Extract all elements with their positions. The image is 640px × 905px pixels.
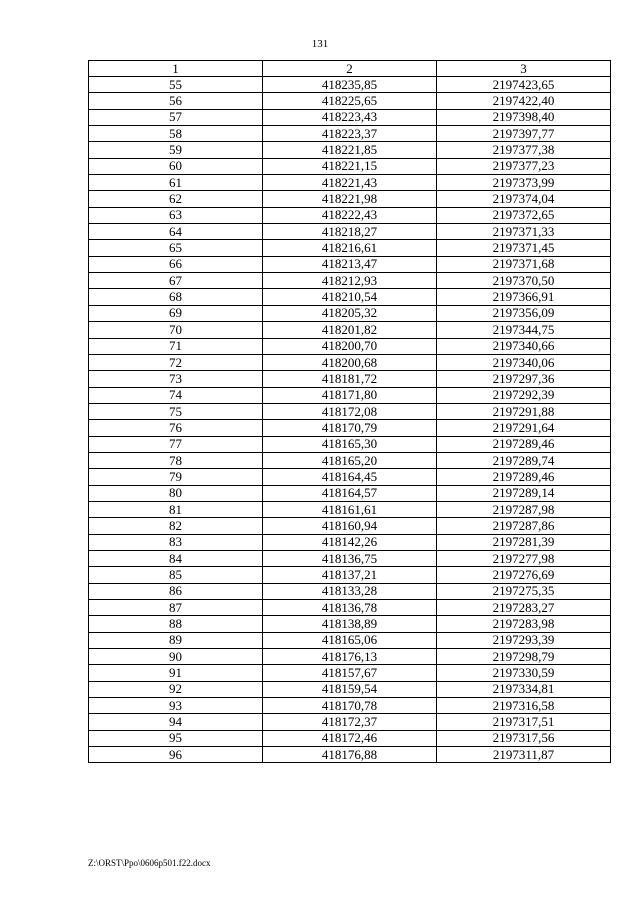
table-row: [89, 224, 611, 240]
table-row: [89, 469, 611, 485]
x-coordinate-cell: 418171,80: [263, 387, 437, 403]
point-number-cell: 58: [89, 126, 263, 142]
x-coordinate-cell: 418164,57: [263, 485, 437, 501]
x-coordinate-cell: 418159,54: [263, 681, 437, 697]
table-row: [89, 632, 611, 648]
point-number-cell: 60: [89, 158, 263, 174]
point-number-cell: 72: [89, 354, 263, 370]
column-header-3: 3: [437, 61, 611, 77]
table-row: [89, 322, 611, 338]
table-row: [89, 550, 611, 566]
table-row: [89, 175, 611, 191]
table-header-row: [89, 61, 611, 77]
table-row: [89, 240, 611, 256]
point-number-cell: 59: [89, 142, 263, 158]
point-number-cell: 81: [89, 501, 263, 517]
coordinates-table: [88, 60, 611, 763]
x-coordinate-cell: 418205,32: [263, 305, 437, 321]
point-number-cell: 84: [89, 550, 263, 566]
table-row: [89, 534, 611, 550]
table-row: [89, 93, 611, 109]
point-number-cell: 91: [89, 665, 263, 681]
x-coordinate-cell: 418223,37: [263, 126, 437, 142]
point-number-cell: 75: [89, 403, 263, 419]
y-coordinate-cell: 2197311,87: [437, 747, 611, 763]
point-number-cell: 78: [89, 452, 263, 468]
x-coordinate-cell: 418216,61: [263, 240, 437, 256]
point-number-cell: 68: [89, 289, 263, 305]
table-row: [89, 714, 611, 730]
table-row: [89, 207, 611, 223]
point-number-cell: 71: [89, 338, 263, 354]
point-number-cell: 87: [89, 600, 263, 616]
y-coordinate-cell: 2197397,77: [437, 126, 611, 142]
table-row: [89, 698, 611, 714]
x-coordinate-cell: 418172,08: [263, 403, 437, 419]
point-number-cell: 57: [89, 109, 263, 125]
point-number-cell: 69: [89, 305, 263, 321]
y-coordinate-cell: 2197422,40: [437, 93, 611, 109]
y-coordinate-cell: 2197344,75: [437, 322, 611, 338]
point-number-cell: 83: [89, 534, 263, 550]
x-coordinate-cell: 418137,21: [263, 567, 437, 583]
y-coordinate-cell: 2197287,86: [437, 518, 611, 534]
x-coordinate-cell: 418210,54: [263, 289, 437, 305]
y-coordinate-cell: 2197340,06: [437, 354, 611, 370]
x-coordinate-cell: 418170,79: [263, 420, 437, 436]
y-coordinate-cell: 2197291,88: [437, 403, 611, 419]
y-coordinate-cell: 2197283,27: [437, 600, 611, 616]
x-coordinate-cell: 418221,98: [263, 191, 437, 207]
x-coordinate-cell: 418200,68: [263, 354, 437, 370]
x-coordinate-cell: 418157,67: [263, 665, 437, 681]
y-coordinate-cell: 2197370,50: [437, 273, 611, 289]
point-number-cell: 80: [89, 485, 263, 501]
table-row: [89, 289, 611, 305]
y-coordinate-cell: 2197277,98: [437, 550, 611, 566]
y-coordinate-cell: 2197276,69: [437, 567, 611, 583]
x-coordinate-cell: 418221,43: [263, 175, 437, 191]
point-number-cell: 64: [89, 224, 263, 240]
x-coordinate-cell: 418176,88: [263, 747, 437, 763]
point-number-cell: 82: [89, 518, 263, 534]
point-number-cell: 92: [89, 681, 263, 697]
table-row: [89, 354, 611, 370]
x-coordinate-cell: 418160,94: [263, 518, 437, 534]
x-coordinate-cell: 418172,46: [263, 730, 437, 746]
y-coordinate-cell: 2197289,14: [437, 485, 611, 501]
x-coordinate-cell: 418165,20: [263, 452, 437, 468]
y-coordinate-cell: 2197316,58: [437, 698, 611, 714]
table-row: [89, 338, 611, 354]
table-row: [89, 518, 611, 534]
point-number-cell: 89: [89, 632, 263, 648]
table-row: [89, 665, 611, 681]
point-number-cell: 86: [89, 583, 263, 599]
x-coordinate-cell: 418172,37: [263, 714, 437, 730]
column-header-2: 2: [263, 61, 437, 77]
table-row: [89, 616, 611, 632]
point-number-cell: 61: [89, 175, 263, 191]
y-coordinate-cell: 2197371,68: [437, 256, 611, 272]
table-row: [89, 681, 611, 697]
y-coordinate-cell: 2197289,74: [437, 452, 611, 468]
table-row: [89, 256, 611, 272]
x-coordinate-cell: 418165,06: [263, 632, 437, 648]
y-coordinate-cell: 2197398,40: [437, 109, 611, 125]
point-number-cell: 62: [89, 191, 263, 207]
y-coordinate-cell: 2197377,23: [437, 158, 611, 174]
table-row: [89, 77, 611, 93]
point-number-cell: 67: [89, 273, 263, 289]
x-coordinate-cell: 418221,15: [263, 158, 437, 174]
y-coordinate-cell: 2197373,99: [437, 175, 611, 191]
table-row: [89, 452, 611, 468]
x-coordinate-cell: 418170,78: [263, 698, 437, 714]
x-coordinate-cell: 418222,43: [263, 207, 437, 223]
point-number-cell: 95: [89, 730, 263, 746]
y-coordinate-cell: 2197372,65: [437, 207, 611, 223]
y-coordinate-cell: 2197423,65: [437, 77, 611, 93]
y-coordinate-cell: 2197292,39: [437, 387, 611, 403]
table-row: [89, 567, 611, 583]
y-coordinate-cell: 2197374,04: [437, 191, 611, 207]
x-coordinate-cell: 418212,93: [263, 273, 437, 289]
table-row: [89, 501, 611, 517]
point-number-cell: 88: [89, 616, 263, 632]
y-coordinate-cell: 2197291,64: [437, 420, 611, 436]
table-row: [89, 387, 611, 403]
table-row: [89, 109, 611, 125]
table-row: [89, 747, 611, 763]
point-number-cell: 74: [89, 387, 263, 403]
page-number: 131: [311, 38, 329, 50]
x-coordinate-cell: 418133,28: [263, 583, 437, 599]
table-row: [89, 583, 611, 599]
point-number-cell: 55: [89, 77, 263, 93]
y-coordinate-cell: 2197377,38: [437, 142, 611, 158]
x-coordinate-cell: 418138,89: [263, 616, 437, 632]
y-coordinate-cell: 2197317,51: [437, 714, 611, 730]
table-row: [89, 142, 611, 158]
point-number-cell: 63: [89, 207, 263, 223]
y-coordinate-cell: 2197289,46: [437, 436, 611, 452]
y-coordinate-cell: 2197287,98: [437, 501, 611, 517]
y-coordinate-cell: 2197293,39: [437, 632, 611, 648]
point-number-cell: 65: [89, 240, 263, 256]
table-row: [89, 436, 611, 452]
column-header-1: 1: [89, 61, 263, 77]
x-coordinate-cell: 418221,85: [263, 142, 437, 158]
point-number-cell: 56: [89, 93, 263, 109]
point-number-cell: 66: [89, 256, 263, 272]
x-coordinate-cell: 418225,65: [263, 93, 437, 109]
table-row: [89, 305, 611, 321]
table-row: [89, 126, 611, 142]
table-body: [89, 77, 611, 763]
y-coordinate-cell: 2197289,46: [437, 469, 611, 485]
x-coordinate-cell: 418200,70: [263, 338, 437, 354]
y-coordinate-cell: 2197317,56: [437, 730, 611, 746]
point-number-cell: 70: [89, 322, 263, 338]
table-row: [89, 191, 611, 207]
y-coordinate-cell: 2197275,35: [437, 583, 611, 599]
y-coordinate-cell: 2197281,39: [437, 534, 611, 550]
table-row: [89, 600, 611, 616]
x-coordinate-cell: 418136,78: [263, 600, 437, 616]
x-coordinate-cell: 418142,26: [263, 534, 437, 550]
point-number-cell: 79: [89, 469, 263, 485]
table-row: [89, 730, 611, 746]
y-coordinate-cell: 2197371,33: [437, 224, 611, 240]
point-number-cell: 96: [89, 747, 263, 763]
point-number-cell: 85: [89, 567, 263, 583]
table-row: [89, 158, 611, 174]
y-coordinate-cell: 2197366,91: [437, 289, 611, 305]
x-coordinate-cell: 418235,85: [263, 77, 437, 93]
table-row: [89, 371, 611, 387]
x-coordinate-cell: 418176,13: [263, 649, 437, 665]
y-coordinate-cell: 2197371,45: [437, 240, 611, 256]
table-row: [89, 649, 611, 665]
footer-file-path: Z:\ORST\Ppo\0606p501.f22.docx: [88, 858, 211, 868]
y-coordinate-cell: 2197356,09: [437, 305, 611, 321]
y-coordinate-cell: 2197297,36: [437, 371, 611, 387]
x-coordinate-cell: 418201,82: [263, 322, 437, 338]
x-coordinate-cell: 418136,75: [263, 550, 437, 566]
x-coordinate-cell: 418165,30: [263, 436, 437, 452]
y-coordinate-cell: 2197298,79: [437, 649, 611, 665]
x-coordinate-cell: 418223,43: [263, 109, 437, 125]
x-coordinate-cell: 418161,61: [263, 501, 437, 517]
x-coordinate-cell: 418213,47: [263, 256, 437, 272]
y-coordinate-cell: 2197330,59: [437, 665, 611, 681]
x-coordinate-cell: 418218,27: [263, 224, 437, 240]
table-row: [89, 485, 611, 501]
point-number-cell: 77: [89, 436, 263, 452]
point-number-cell: 76: [89, 420, 263, 436]
x-coordinate-cell: 418164,45: [263, 469, 437, 485]
x-coordinate-cell: 418181,72: [263, 371, 437, 387]
table-row: [89, 420, 611, 436]
y-coordinate-cell: 2197340,66: [437, 338, 611, 354]
table-row: [89, 403, 611, 419]
point-number-cell: 93: [89, 698, 263, 714]
y-coordinate-cell: 2197334,81: [437, 681, 611, 697]
point-number-cell: 73: [89, 371, 263, 387]
point-number-cell: 90: [89, 649, 263, 665]
y-coordinate-cell: 2197283,98: [437, 616, 611, 632]
table-row: [89, 273, 611, 289]
point-number-cell: 94: [89, 714, 263, 730]
